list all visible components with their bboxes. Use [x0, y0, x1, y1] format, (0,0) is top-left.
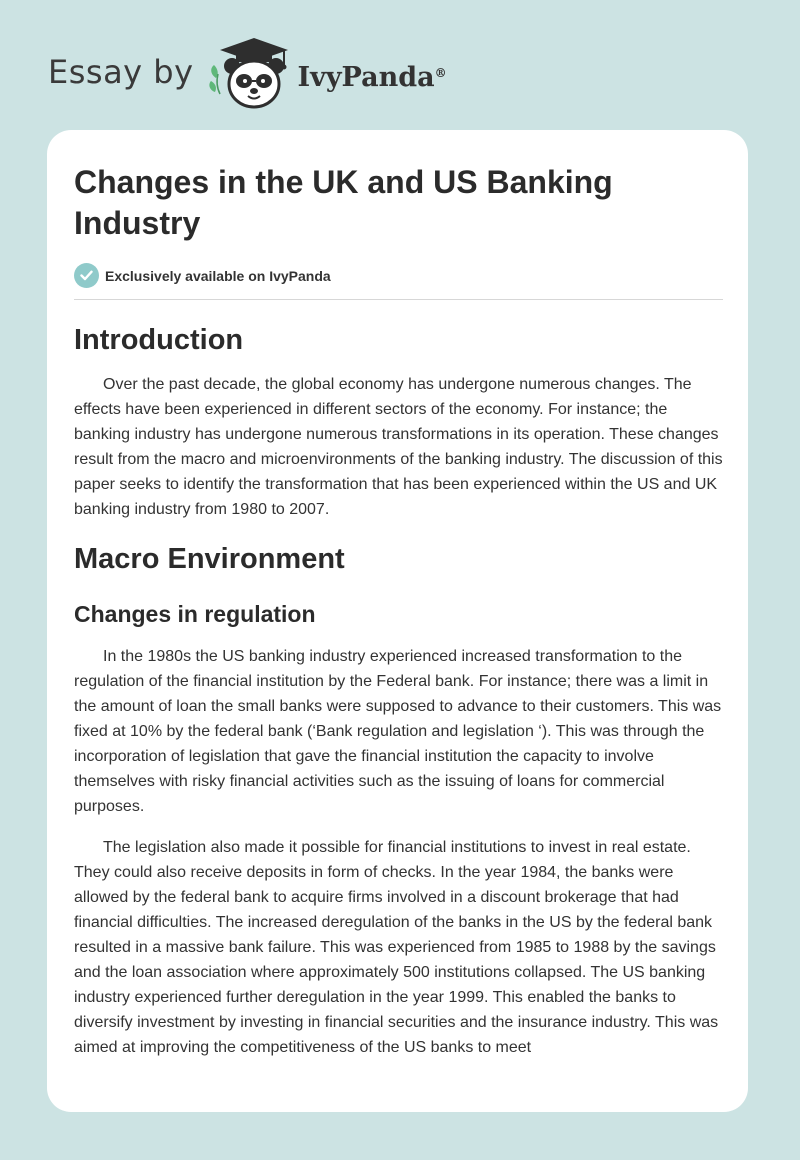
exclusive-badge [74, 263, 722, 288]
panda-graduate-icon [208, 34, 292, 114]
essay-card [47, 130, 748, 1112]
subheading-changes-in-regulation: Changes in regulation [74, 601, 316, 627]
brand-name: IvyPanda® [297, 61, 447, 93]
paragraph-regulation-1: In the 1980s the US banking industry experienced increased transformation to the regulation of the financial institution by the Federal bank. For instance; there was a limit in the amount of loan the small banks were supposed to advance to their customers. This was fixed at 10% by the federal bank (‘Bank regulation and legislation ‘). This was through the incorporation of legislation that gave the financial institution the capacity to involve themselves with risky financial activities such as the issuing of loans for commercial purposes. [74, 648, 722, 815]
paragraph-introduction: Over the past decade, the global economy has undergone numerous changes. The effects have been experienced in different sectors of the economy. For instance; the banking industry has undergone numerous transformations in its operation. These changes result from the macro and microenvironments of the banking industry. The discussion of this paper seeks to identify the transformation that has been experienced within the US and UK banking industry from 1980 to 2007. [74, 376, 723, 518]
paragraph-regulation-2: The legislation also made it possible for financial institutions to invest in real estate. They could also receive deposits in form of checks. In the year 1984, the banks were allowed by the federal bank to acquire firms involved in a discount brokerage that had financial difficulties. The increased deregulation of the banks in the US by the federal bank resulted in a massive bank failure. This was experienced from 1985 to 1988 by the savings and the loan association where approximately 500 institutions collapsed. The US banking industry experienced further deregulation in the year 1999. This enabled the banks to diversify investment by investing in financial securities and the insurance industry. This was aimed at improving the competitiveness of the US banks to meet [74, 839, 719, 1056]
ivypanda-logo[interactable] [208, 34, 447, 114]
check-icon [74, 263, 99, 288]
section-heading-macro-environment: Macro Environment [74, 543, 345, 575]
exclusive-label: Exclusively available on IvyPanda [105, 267, 331, 284]
page-title: Changes in the UK and US Banking Industry [74, 164, 613, 241]
registered-mark: ® [434, 65, 447, 80]
section-heading-introduction: Introduction [74, 324, 244, 356]
site-header [48, 34, 508, 114]
essay-by-label: Essay by [48, 53, 194, 91]
divider [74, 299, 723, 300]
